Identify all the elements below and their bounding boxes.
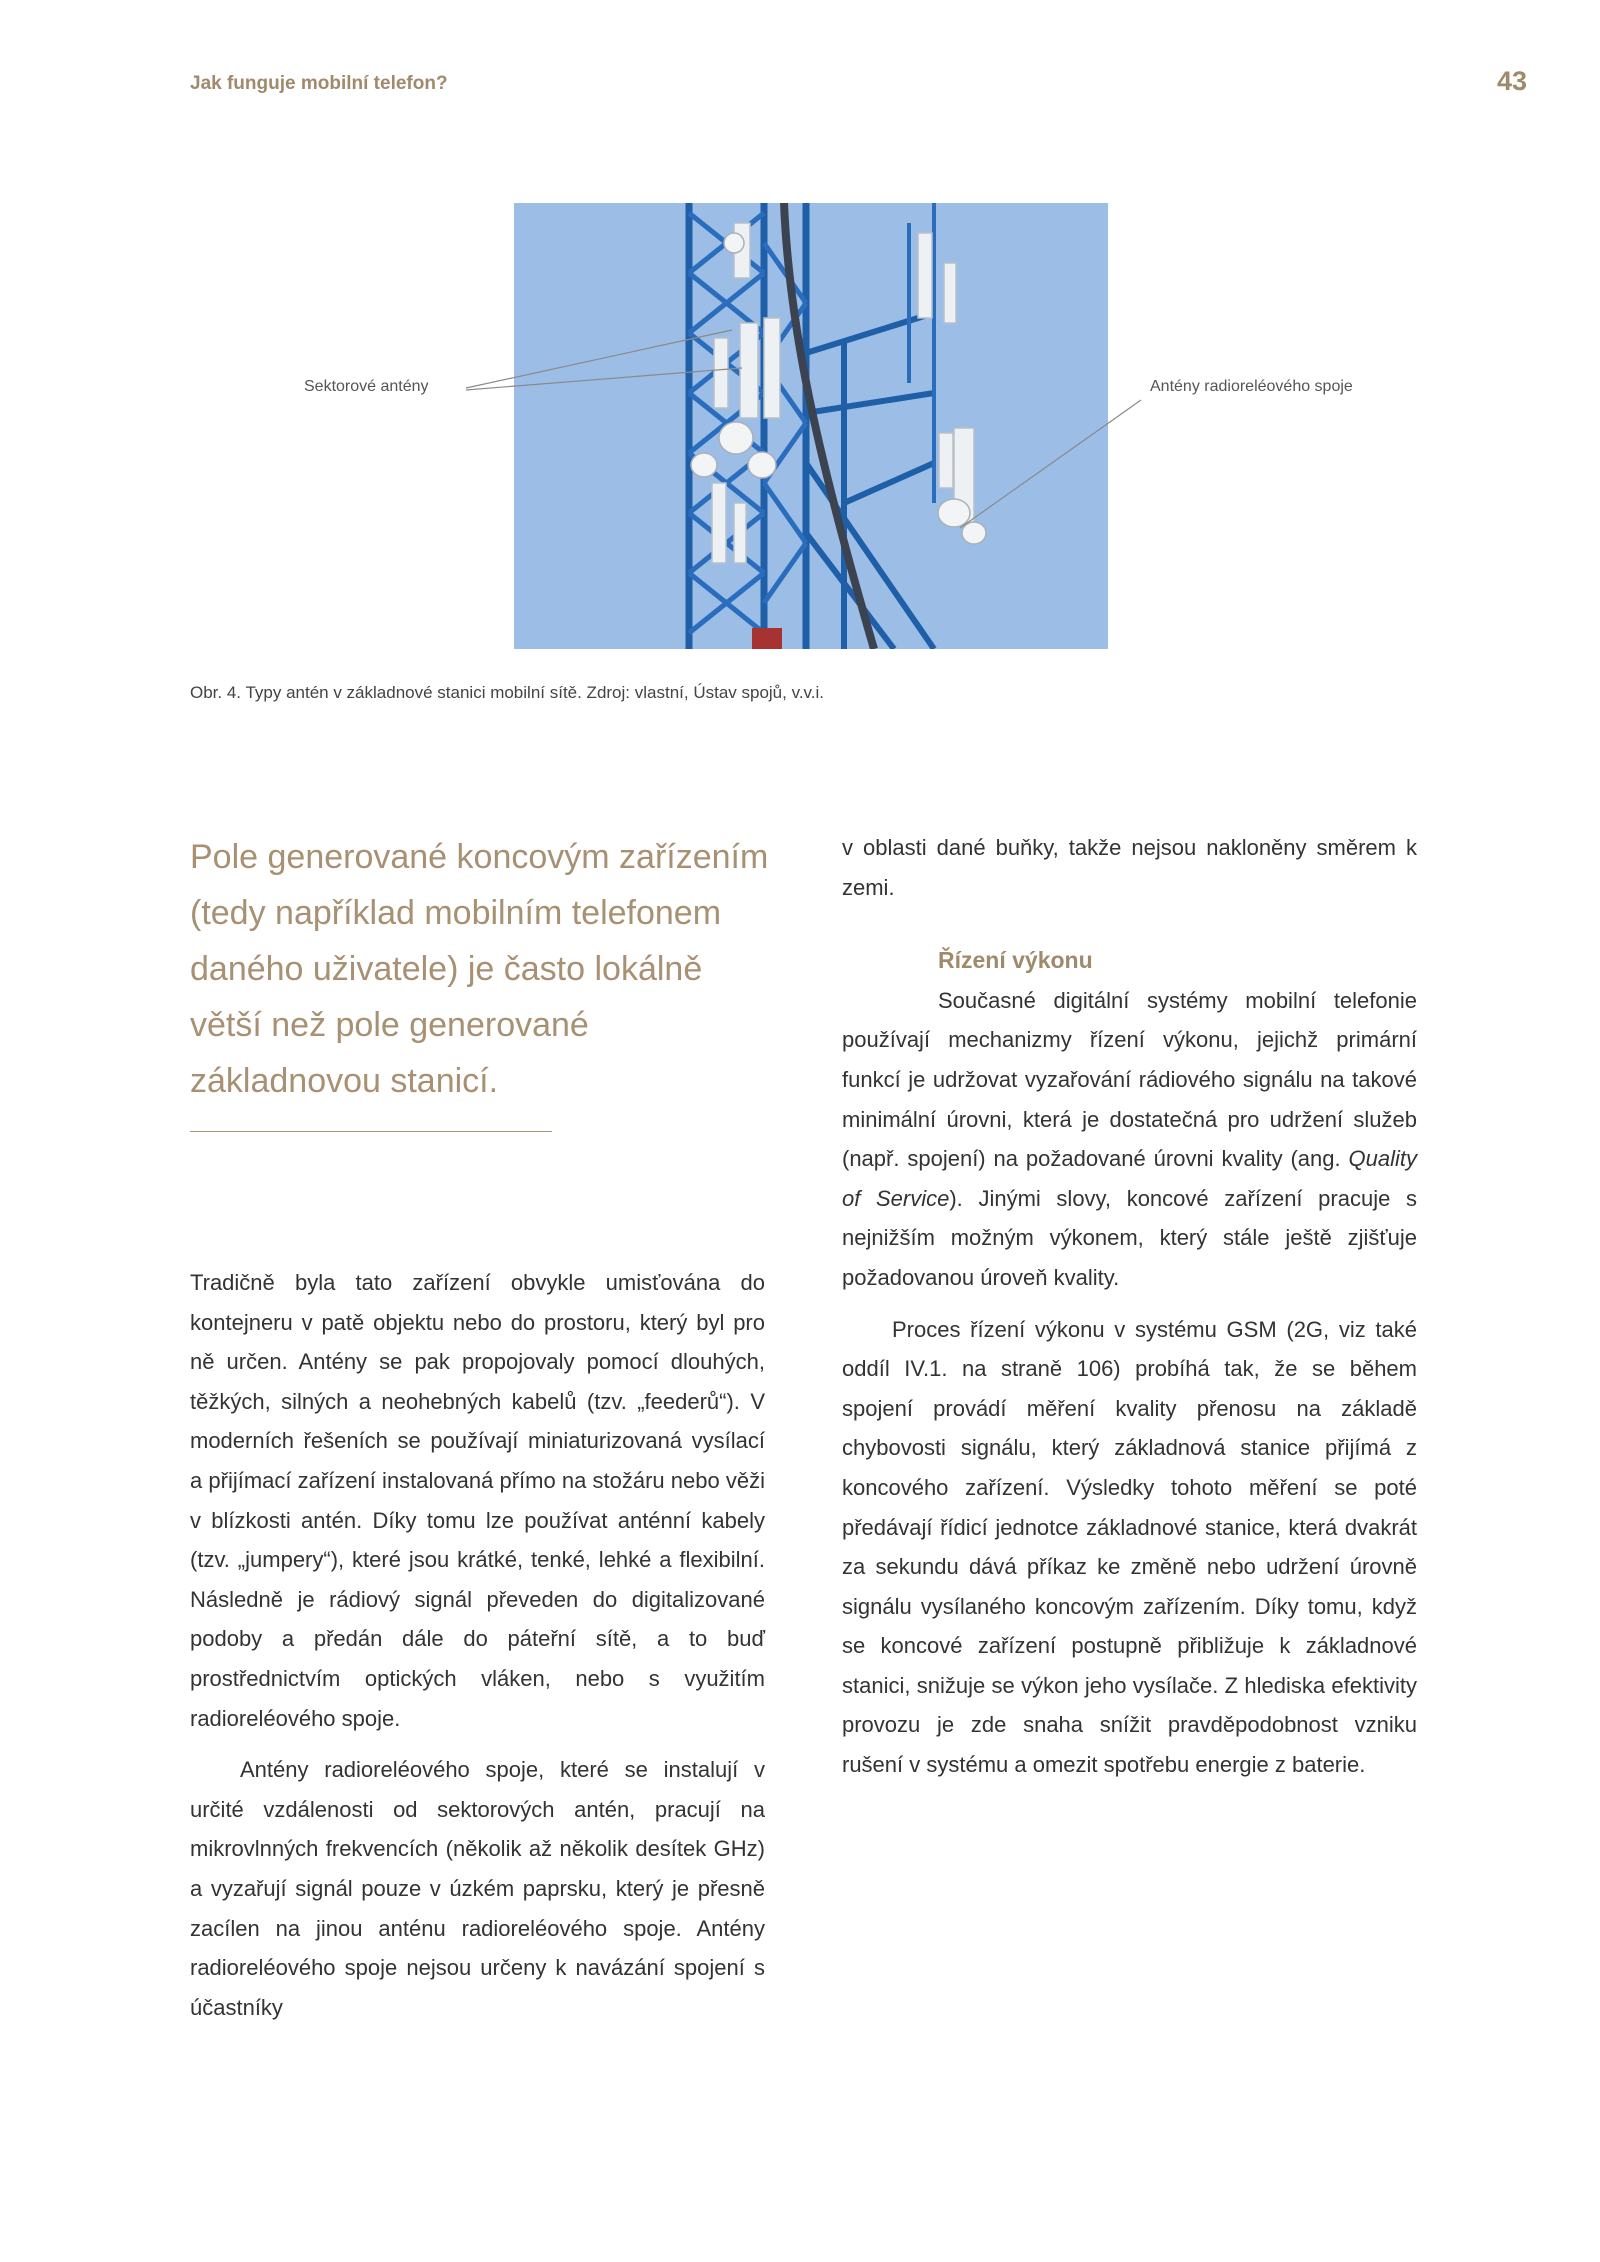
right-paragraph-1 — [842, 981, 1417, 1298]
figure-caption: Obr. 4. Typy antén v základnové stanici mobilní sítě. Zdroj: vlastní, Ústav spojů, v.v.i. — [190, 683, 825, 702]
pull-quote-rule — [190, 1131, 552, 1132]
tower-illustration — [514, 203, 1108, 649]
right-paragraph-2: Proces řízení výkonu v systému GSM (2G, viz také oddíl IV.1. na straně 106) probíhá tak, že se během spojení provádí měření kvality přenosu na základě chybovosti signálu, který základnová stanice přijímá z koncového zařízení. Výsledky tohoto měření se poté předávají řídicí jednotce základnové stanice, která dvakrát za sekundu dává příkaz ke změně nebo udržení úrovně signálu vysílaného koncovým zařízením. Díky tomu, když se koncové zařízení postupně přibližuje k základnové stanici, snižuje se výkon jeho vysílače. Z hlediska efektivity provozu je zde snaha snížit pravděpodobnost vzniku rušení v systému a omezit spotřebu energie z baterie. — [842, 1316, 1417, 1778]
right-paragraph-1-start: Současné digitální systémy mobilní telefonie používají mechanizmy řízení výkonu, jejichž primární funkcí je udržovat vyzařování rádiového signálu na takové minimální úrovni, která je dostatečná pro udržení služeb (např. spojení) na požadované úrovni kvality (ang. — [842, 987, 1417, 1172]
running-title: Jak funguje mobilní telefon? — [190, 73, 448, 94]
right-column — [842, 828, 1417, 1785]
right-paragraph-continued: v oblasti dané buňky, takže nejsou nakloněny směrem k zemi. — [842, 835, 1417, 900]
left-paragraph-1: Tradičně byla tato zařízení obvykle umisťována do kontejneru v patě objektu nebo do prostoru, který byl pro ně určen. Antény se pak propojovaly pomocí dlouhých, těžkých, silných a neohebných kabelů (tzv. „feederů“). V moderních řešeních se používají miniaturizovaná vysílací a přijímací zařízení instalovaná přímo na stožáru nebo věži v blízkosti antén. Díky tomu lze používat anténní kabely (tzv. „jumpery“), které jsou krátké, tenké, lehké a flexibilní. Následně je rádiový signál převeden do digitalizované podoby a předán dále do páteřní sítě, a to buď prostřednictvím optických vláken, nebo s využitím radioreléového spoje. — [190, 1270, 765, 1731]
pull-quote: Pole generované koncovým zařízením (tedy například mobilním telefonem daného uživatele) je často lokálně větší než pole generované základnovou stanicí. — [190, 838, 769, 1100]
label-sector-antennas: Sektorové antény — [304, 378, 429, 395]
quality-of-service-term: Quality of Service — [842, 1146, 1417, 1211]
left-column — [190, 1263, 765, 2027]
label-microwave-antennas: Antény radioreléového spoje — [1150, 378, 1353, 395]
left-paragraph-2: Antény radioreléového spoje, které se instalují v určité vzdálenosti od sektorových antén, pracují na mikrovlnných frekvencích (několik až několik desítek GHz) a vyzařují signál pouze v úzkém paprsku, který je přesně zacílen na jinou anténu radioreléového spoje. Antény radioreléového spoje nejsou určeny k navázání spojení s účastníky — [190, 1757, 765, 2020]
page-number: 43 — [1496, 66, 1527, 96]
tower-photo — [514, 203, 1108, 649]
section-heading: Řízení výkonu — [938, 947, 1093, 974]
right-paragraph-1-end: ). Jinými slovy, koncové zařízení pracuje s nejnižším možným výkonem, který stále ještě zjišťuje požadovanou úroveň kvality. — [842, 1185, 1417, 1290]
